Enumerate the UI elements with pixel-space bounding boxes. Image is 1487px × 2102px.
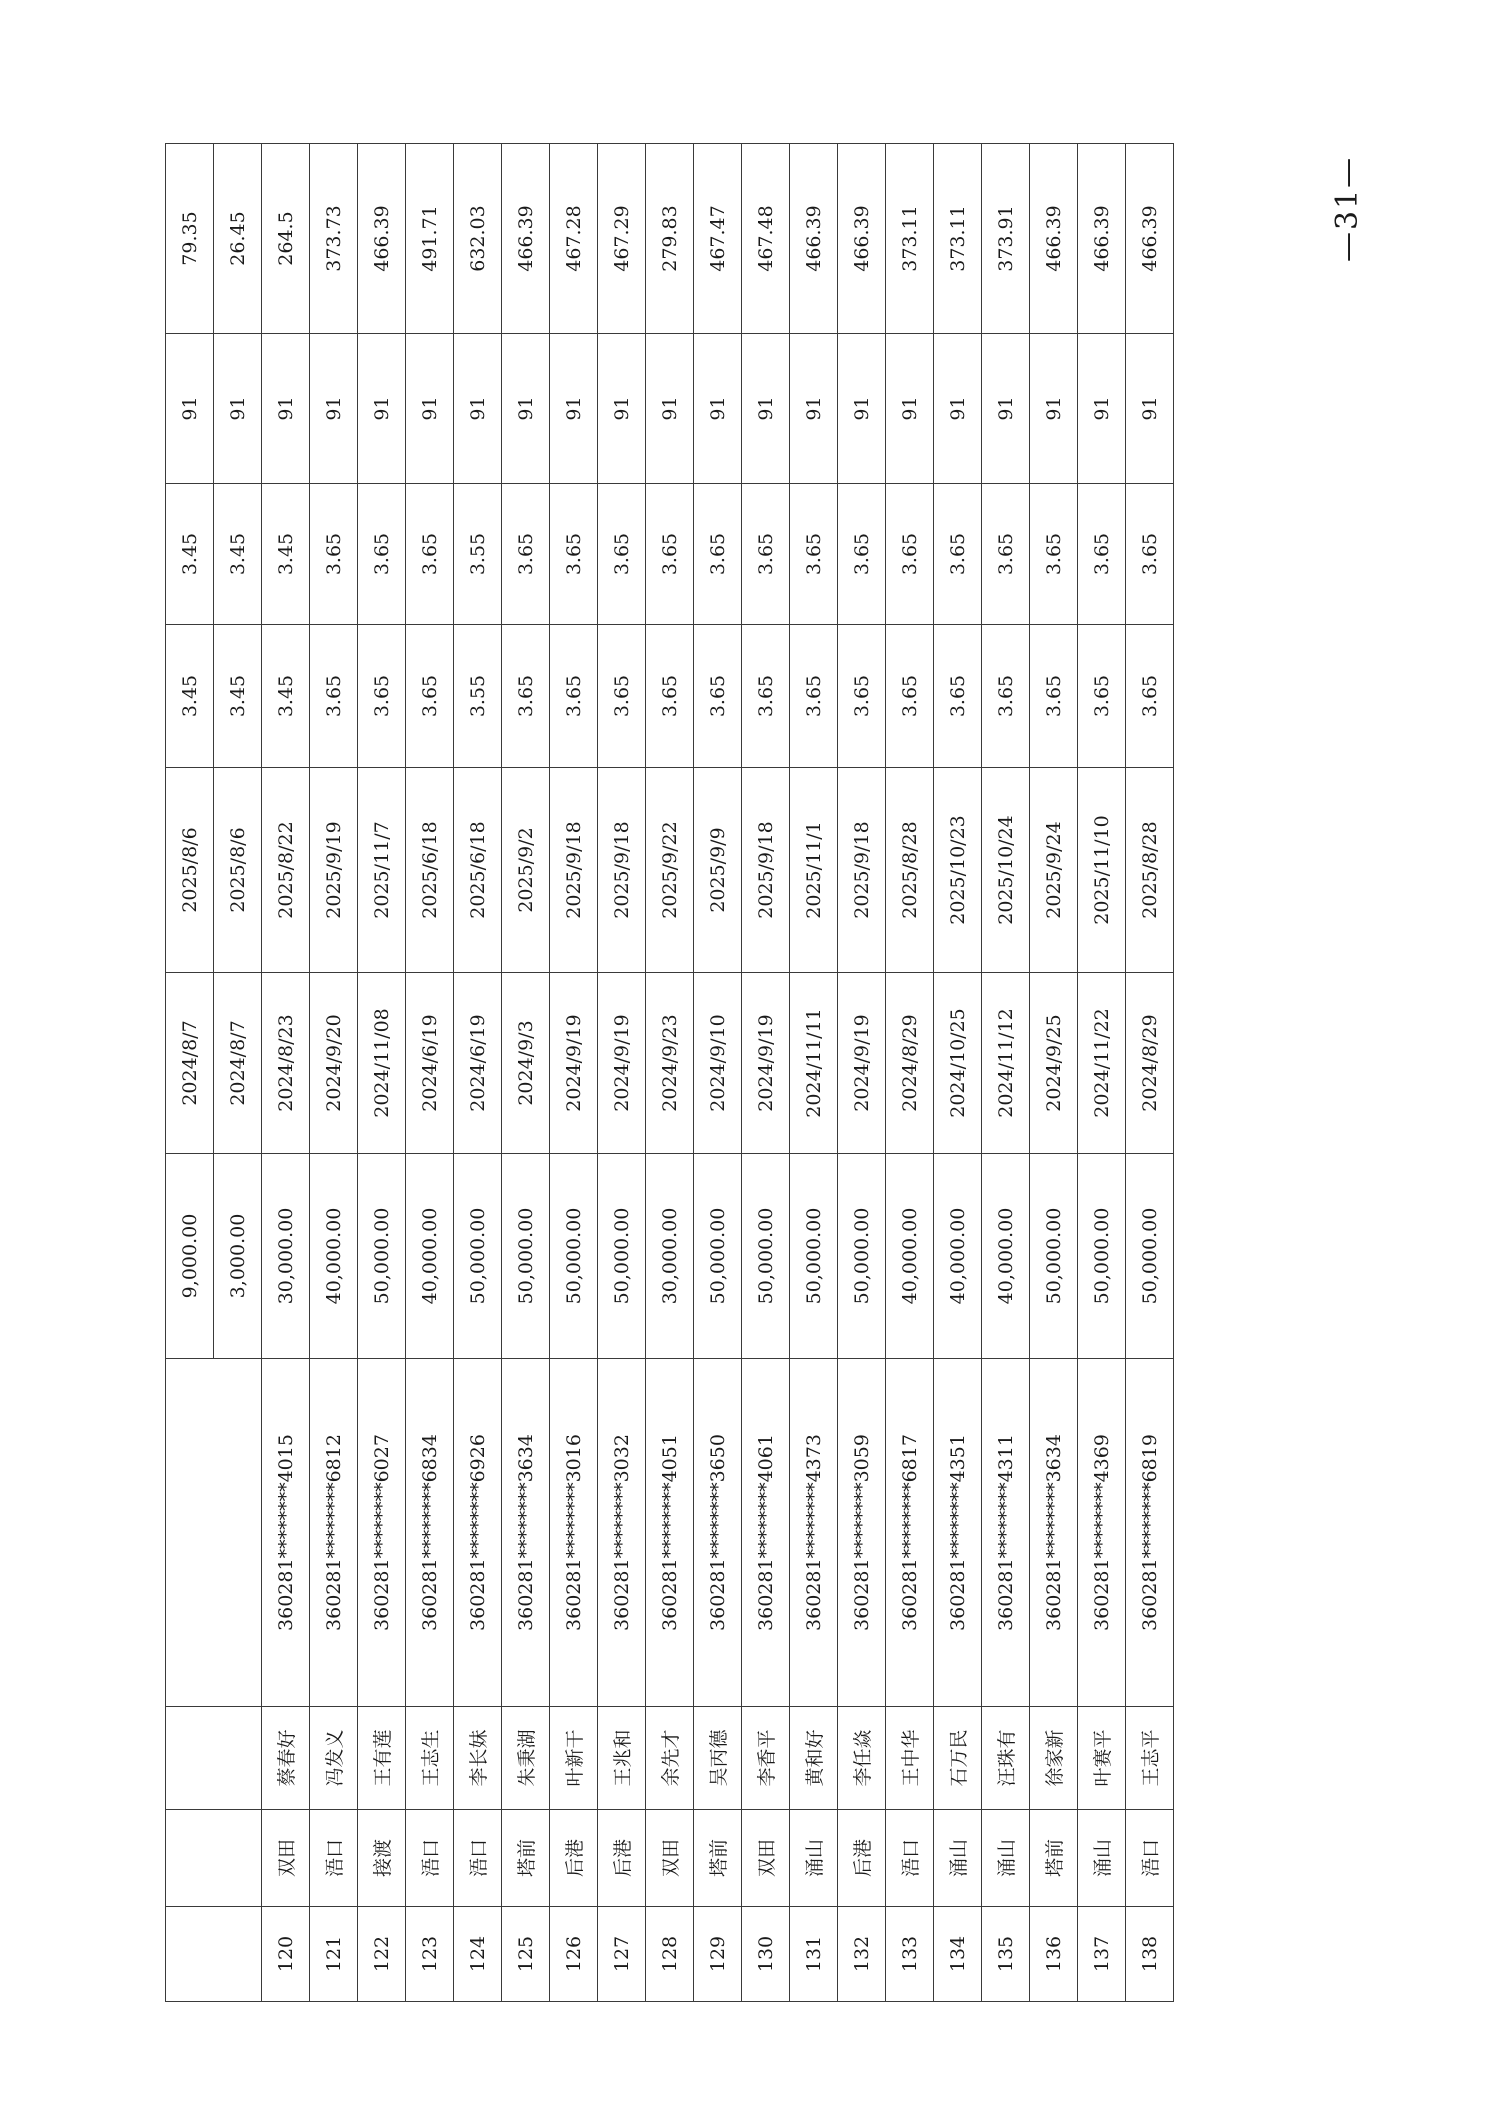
table-row [454,144,502,2002]
rate2-cell: 3.45 [262,484,310,625]
amount-cell: 30,000.00 [646,1154,694,1359]
loan-date-cell: 2024/6/19 [406,973,454,1154]
due-date-cell: 2025/11/1 [790,768,838,973]
rate2-cell: 3.65 [934,484,982,625]
name-cell: 李长妹 [454,1707,502,1810]
rate1-cell: 3.65 [310,625,358,768]
days-cell: 91 [838,334,886,484]
table-row [646,144,694,2002]
loan-date-cell: 2024/9/19 [742,973,790,1154]
loan-date-cell: 2024/9/19 [838,973,886,1154]
row-number-cell: 137 [1078,1907,1126,2002]
rate1-cell: 3.65 [646,625,694,768]
rate2-cell: 3.55 [454,484,502,625]
id-number-cell: 360281********3016 [550,1359,598,1707]
table-row [262,144,310,2002]
interest-cell: 26.45 [214,144,262,334]
interest-cell: 467.48 [742,144,790,334]
rate1-cell: 3.65 [694,625,742,768]
due-date-cell: 2025/11/10 [1078,768,1126,973]
rate1-cell: 3.65 [1126,625,1174,768]
id-number-cell: 360281********4061 [742,1359,790,1707]
id-number-cell: 360281********3650 [694,1359,742,1707]
rate1-cell: 3.65 [790,625,838,768]
id-number-cell: 360281********3634 [1030,1359,1078,1707]
rate2-cell: 3.65 [598,484,646,625]
days-cell: 91 [742,334,790,484]
row-number-cell: 122 [358,1907,406,2002]
interest-cell: 466.39 [1078,144,1126,334]
village-cell: 涌山 [982,1810,1030,1907]
loan-table [165,143,1174,2002]
row-number-cell: 127 [598,1907,646,2002]
due-date-cell: 2025/9/22 [646,768,694,973]
name-cell: 李任焱 [838,1707,886,1810]
village-cell: 涌山 [1078,1810,1126,1907]
table-row [790,144,838,2002]
name-cell: 余先才 [646,1707,694,1810]
name-cell: 汪珠有 [982,1707,1030,1810]
table-row [1030,144,1078,2002]
rate1-cell: 3.45 [166,625,214,768]
interest-cell: 373.91 [982,144,1030,334]
interest-cell: 373.73 [310,144,358,334]
loan-date-cell: 2024/9/20 [310,973,358,1154]
interest-cell: 466.39 [502,144,550,334]
rate1-cell: 3.65 [742,625,790,768]
village-cell: 后港 [598,1810,646,1907]
loan-date-cell: 2024/8/29 [1126,973,1174,1154]
village-cell: 塔前 [1030,1810,1078,1907]
id-number-cell: 360281********4311 [982,1359,1030,1707]
interest-cell: 466.39 [838,144,886,334]
days-cell: 91 [934,334,982,484]
id-number-cell: 360281********6812 [310,1359,358,1707]
days-cell: 91 [982,334,1030,484]
row-number-cell: 134 [934,1907,982,2002]
merged-name-cell [166,1707,262,1810]
row-number-cell: 136 [1030,1907,1078,2002]
amount-cell: 40,000.00 [406,1154,454,1359]
village-cell: 后港 [550,1810,598,1907]
table-row [502,144,550,2002]
name-cell: 黄和好 [790,1707,838,1810]
days-cell: 91 [454,334,502,484]
village-cell: 浯口 [406,1810,454,1907]
merged-id-cell [166,1359,262,1707]
rate1-cell: 3.65 [934,625,982,768]
days-cell: 91 [886,334,934,484]
rate1-cell: 3.65 [406,625,454,768]
id-number-cell: 360281********6834 [406,1359,454,1707]
loan-date-cell: 2024/11/11 [790,973,838,1154]
rate2-cell: 3.65 [1078,484,1126,625]
days-cell: 91 [358,334,406,484]
days-cell: 91 [598,334,646,484]
due-date-cell: 2025/11/7 [358,768,406,973]
days-cell: 91 [1078,334,1126,484]
rate2-cell: 3.65 [646,484,694,625]
name-cell: 王兆和 [598,1707,646,1810]
village-cell: 涌山 [790,1810,838,1907]
loan-date-cell: 2024/9/19 [598,973,646,1154]
due-date-cell: 2025/8/28 [1126,768,1174,973]
id-number-cell: 360281********3032 [598,1359,646,1707]
row-number-cell: 138 [1126,1907,1174,2002]
due-date-cell: 2025/9/18 [742,768,790,973]
table-row [550,144,598,2002]
row-number-cell: 130 [742,1907,790,2002]
interest-cell: 632.03 [454,144,502,334]
days-cell: 91 [646,334,694,484]
row-number-cell: 135 [982,1907,1030,2002]
row-number-cell: 129 [694,1907,742,2002]
page-number: —31— [1330,155,1365,262]
rate1-cell: 3.65 [358,625,406,768]
loan-date-cell: 2024/6/19 [454,973,502,1154]
interest-cell: 466.39 [790,144,838,334]
rate2-cell: 3.65 [1126,484,1174,625]
due-date-cell: 2025/9/2 [502,768,550,973]
interest-cell: 467.28 [550,144,598,334]
village-cell: 浯口 [454,1810,502,1907]
rate2-cell: 3.65 [790,484,838,625]
id-number-cell: 360281********6817 [886,1359,934,1707]
rate2-cell: 3.65 [406,484,454,625]
rate2-cell: 3.65 [694,484,742,625]
row-number-cell: 121 [310,1907,358,2002]
amount-cell: 50,000.00 [598,1154,646,1359]
loan-date-cell: 2024/8/7 [166,973,214,1154]
amount-cell: 50,000.00 [454,1154,502,1359]
due-date-cell: 2025/10/23 [934,768,982,973]
rate2-cell: 3.65 [502,484,550,625]
amount-cell: 9,000.00 [166,1154,214,1359]
table-row [1078,144,1126,2002]
id-number-cell: 360281********3059 [838,1359,886,1707]
name-cell: 蔡春好 [262,1707,310,1810]
table-row [310,144,358,2002]
loan-date-cell: 2024/11/08 [358,973,406,1154]
rate2-cell: 3.65 [886,484,934,625]
amount-cell: 40,000.00 [310,1154,358,1359]
amount-cell: 40,000.00 [982,1154,1030,1359]
days-cell: 91 [694,334,742,484]
table-row [166,144,214,2002]
row-number-cell: 133 [886,1907,934,2002]
due-date-cell: 2025/8/22 [262,768,310,973]
loan-date-cell: 2024/9/25 [1030,973,1078,1154]
merged-village-cell [166,1810,262,1907]
rate1-cell: 3.65 [1078,625,1126,768]
days-cell: 91 [790,334,838,484]
amount-cell: 50,000.00 [358,1154,406,1359]
id-number-cell: 360281********4051 [646,1359,694,1707]
rate2-cell: 3.65 [550,484,598,625]
table-row [742,144,790,2002]
id-number-cell: 360281********3634 [502,1359,550,1707]
village-cell: 双田 [646,1810,694,1907]
amount-cell: 40,000.00 [886,1154,934,1359]
days-cell: 91 [310,334,358,484]
table-row [886,144,934,2002]
row-number-cell: 131 [790,1907,838,2002]
rate1-cell: 3.45 [214,625,262,768]
loan-date-cell: 2024/11/12 [982,973,1030,1154]
row-number-cell: 123 [406,1907,454,2002]
rate2-cell: 3.45 [214,484,262,625]
interest-cell: 79.35 [166,144,214,334]
rate1-cell: 3.65 [982,625,1030,768]
name-cell: 叶新干 [550,1707,598,1810]
amount-cell: 50,000.00 [1030,1154,1078,1359]
interest-cell: 466.39 [1030,144,1078,334]
rate1-cell: 3.45 [262,625,310,768]
due-date-cell: 2025/6/18 [454,768,502,973]
days-cell: 91 [166,334,214,484]
merged-no-cell [166,1907,262,2002]
village-cell: 浯口 [310,1810,358,1907]
rate2-cell: 3.65 [358,484,406,625]
amount-cell: 50,000.00 [742,1154,790,1359]
rate1-cell: 3.55 [454,625,502,768]
village-cell: 涌山 [934,1810,982,1907]
row-number-cell: 126 [550,1907,598,2002]
loan-date-cell: 2024/10/25 [934,973,982,1154]
rate1-cell: 3.65 [1030,625,1078,768]
rate1-cell: 3.65 [550,625,598,768]
village-cell: 双田 [742,1810,790,1907]
rate1-cell: 3.65 [838,625,886,768]
table-row [694,144,742,2002]
name-cell: 王中华 [886,1707,934,1810]
rate2-cell: 3.45 [166,484,214,625]
name-cell: 李香平 [742,1707,790,1810]
row-number-cell: 124 [454,1907,502,2002]
amount-cell: 50,000.00 [838,1154,886,1359]
row-number-cell: 128 [646,1907,694,2002]
rate2-cell: 3.65 [310,484,358,625]
amount-cell: 50,000.00 [502,1154,550,1359]
due-date-cell: 2025/9/24 [1030,768,1078,973]
name-cell: 叶赛平 [1078,1707,1126,1810]
rate1-cell: 3.65 [886,625,934,768]
name-cell: 王志平 [1126,1707,1174,1810]
due-date-cell: 2025/8/6 [214,768,262,973]
rate1-cell: 3.65 [598,625,646,768]
row-number-cell: 132 [838,1907,886,2002]
days-cell: 91 [406,334,454,484]
loan-date-cell: 2024/8/23 [262,973,310,1154]
table-row [598,144,646,2002]
id-number-cell: 360281********4369 [1078,1359,1126,1707]
days-cell: 91 [1030,334,1078,484]
days-cell: 91 [214,334,262,484]
loan-date-cell: 2024/11/22 [1078,973,1126,1154]
due-date-cell: 2025/8/6 [166,768,214,973]
id-number-cell: 360281********4015 [262,1359,310,1707]
amount-cell: 50,000.00 [790,1154,838,1359]
due-date-cell: 2025/8/28 [886,768,934,973]
loan-date-cell: 2024/8/7 [214,973,262,1154]
rate1-cell: 3.65 [502,625,550,768]
table-row [934,144,982,2002]
due-date-cell: 2025/9/9 [694,768,742,973]
days-cell: 91 [502,334,550,484]
loan-date-cell: 2024/9/10 [694,973,742,1154]
name-cell: 朱秉湖 [502,1707,550,1810]
interest-cell: 467.47 [694,144,742,334]
village-cell: 浯口 [1126,1810,1174,1907]
interest-cell: 373.11 [886,144,934,334]
row-number-cell: 125 [502,1907,550,2002]
loan-date-cell: 2024/9/3 [502,973,550,1154]
name-cell: 王志生 [406,1707,454,1810]
due-date-cell: 2025/6/18 [406,768,454,973]
village-cell: 塔前 [694,1810,742,1907]
table-row [982,144,1030,2002]
interest-cell: 264.5 [262,144,310,334]
rate2-cell: 3.65 [742,484,790,625]
table-row [1126,144,1174,2002]
loan-date-cell: 2024/8/29 [886,973,934,1154]
row-number-cell: 120 [262,1907,310,2002]
amount-cell: 50,000.00 [694,1154,742,1359]
table-row [358,144,406,2002]
id-number-cell: 360281********4373 [790,1359,838,1707]
name-cell: 王有莲 [358,1707,406,1810]
village-cell: 后港 [838,1810,886,1907]
due-date-cell: 2025/9/18 [598,768,646,973]
rate2-cell: 3.65 [1030,484,1078,625]
village-cell: 接渡 [358,1810,406,1907]
amount-cell: 30,000.00 [262,1154,310,1359]
id-number-cell: 360281********6819 [1126,1359,1174,1707]
village-cell: 双田 [262,1810,310,1907]
id-number-cell: 360281********6027 [358,1359,406,1707]
interest-cell: 466.39 [1126,144,1174,334]
days-cell: 91 [1126,334,1174,484]
days-cell: 91 [262,334,310,484]
interest-cell: 467.29 [598,144,646,334]
name-cell: 石万民 [934,1707,982,1810]
table-row [838,144,886,2002]
amount-cell: 50,000.00 [550,1154,598,1359]
loan-date-cell: 2024/9/19 [550,973,598,1154]
rate2-cell: 3.65 [838,484,886,625]
amount-cell: 50,000.00 [1078,1154,1126,1359]
amount-cell: 3,000.00 [214,1154,262,1359]
name-cell: 冯发义 [310,1707,358,1810]
due-date-cell: 2025/10/24 [982,768,1030,973]
rate2-cell: 3.65 [982,484,1030,625]
name-cell: 徐家新 [1030,1707,1078,1810]
village-cell: 塔前 [502,1810,550,1907]
due-date-cell: 2025/9/19 [310,768,358,973]
loan-date-cell: 2024/9/23 [646,973,694,1154]
interest-cell: 466.39 [358,144,406,334]
amount-cell: 50,000.00 [1126,1154,1174,1359]
due-date-cell: 2025/9/18 [550,768,598,973]
name-cell: 吴丙德 [694,1707,742,1810]
id-number-cell: 360281********4351 [934,1359,982,1707]
village-cell: 浯口 [886,1810,934,1907]
due-date-cell: 2025/9/18 [838,768,886,973]
interest-cell: 373.11 [934,144,982,334]
interest-cell: 491.71 [406,144,454,334]
days-cell: 91 [550,334,598,484]
interest-cell: 279.83 [646,144,694,334]
table-body [166,144,1174,2002]
amount-cell: 40,000.00 [934,1154,982,1359]
id-number-cell: 360281********6926 [454,1359,502,1707]
table-row [406,144,454,2002]
